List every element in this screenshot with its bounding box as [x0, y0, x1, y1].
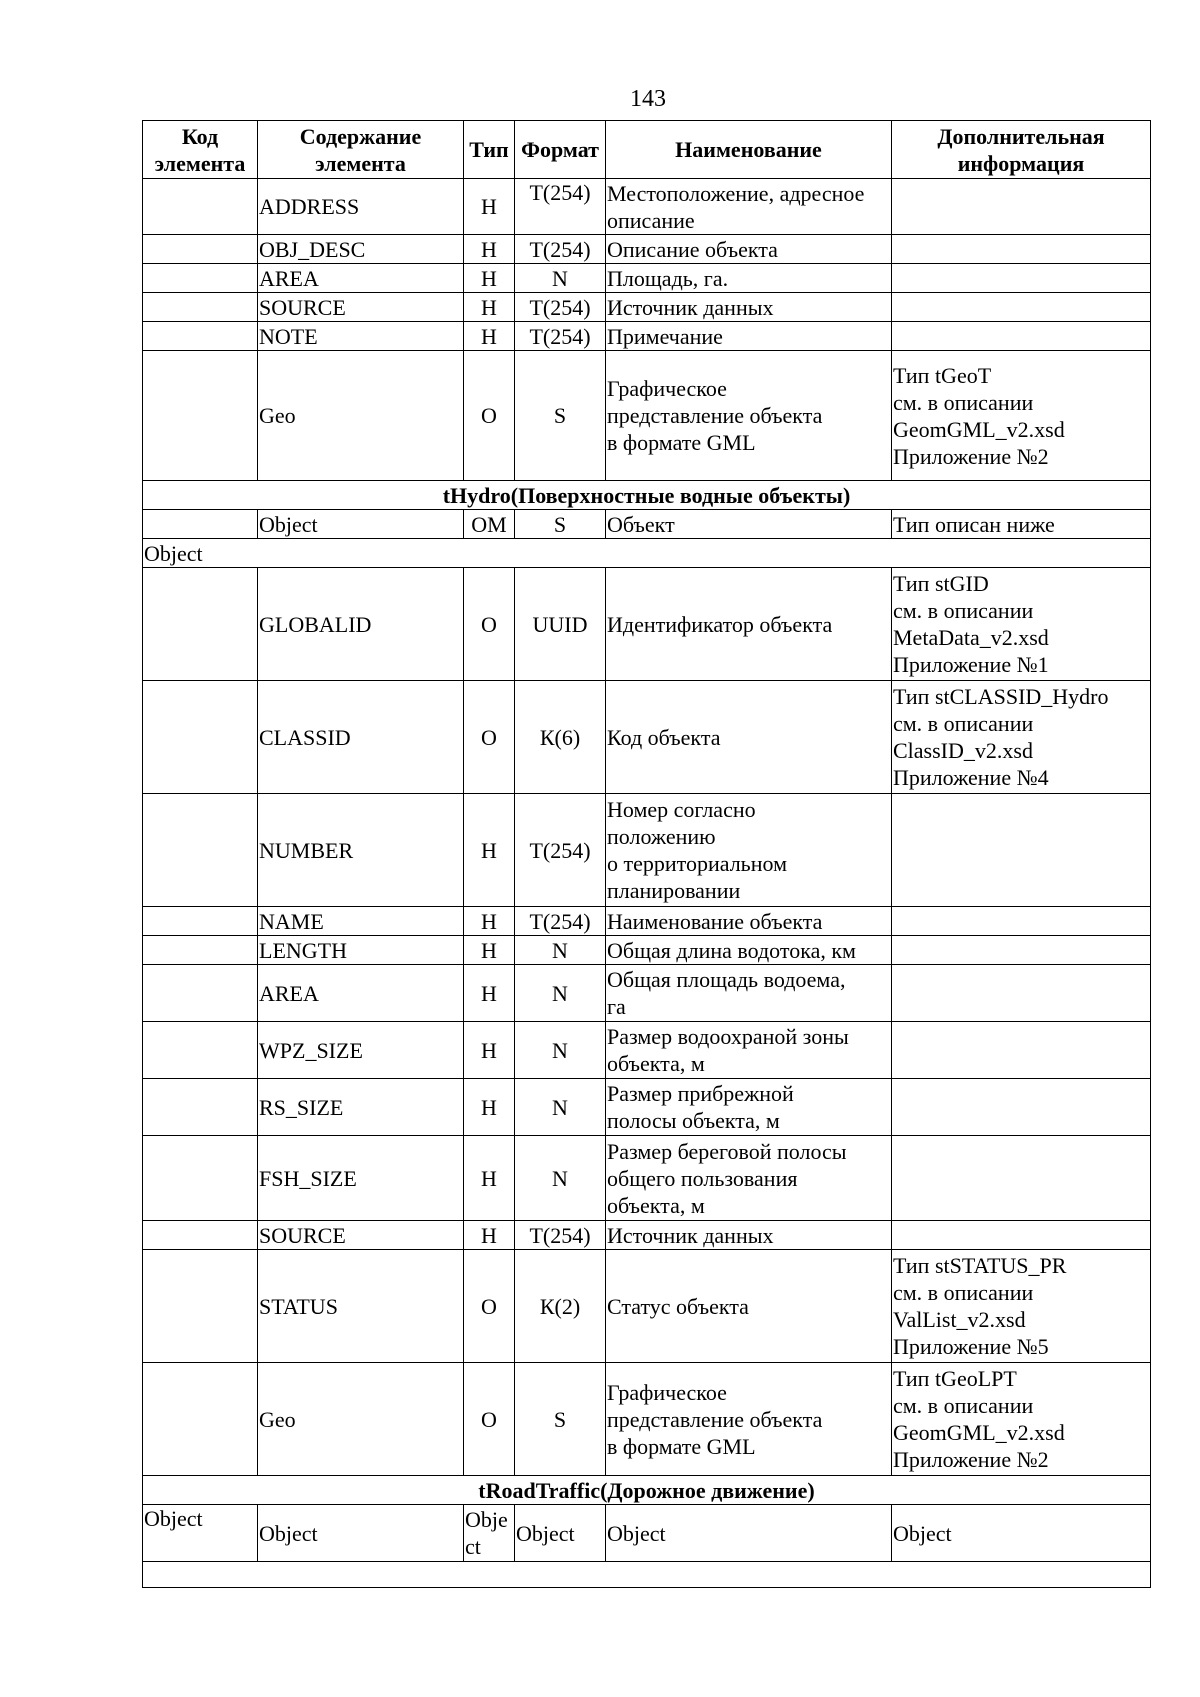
cell-line: Размер водоохраной зоны [607, 1024, 849, 1049]
cell-format: Т(254) [515, 235, 606, 264]
cell-line: планировании [607, 878, 741, 903]
header-type: Тип [464, 121, 515, 179]
section-row [143, 481, 1151, 510]
cell-line: представление объекта [607, 403, 823, 428]
cell-extra [892, 936, 1151, 965]
cell-type: Н [464, 322, 515, 351]
table-row [143, 510, 1151, 539]
cell-code [143, 1022, 258, 1079]
cell-line: полосы объекта, м [607, 1108, 780, 1133]
cell-format: N [515, 936, 606, 965]
cell-line: Приложение №5 [893, 1334, 1049, 1359]
cell-content: CLASSID [258, 681, 464, 794]
cell-extra [892, 1363, 1151, 1476]
cell-line: Тип tGeoT [893, 362, 992, 388]
table-row [143, 1363, 1151, 1476]
cell-extra: Тип описан ниже [892, 510, 1151, 539]
cell-content: SOURCE [258, 293, 464, 322]
cell-type: Н [464, 907, 515, 936]
cell-format: N [515, 1022, 606, 1079]
cell-content: RS_SIZE [258, 1079, 464, 1136]
cell-type: О [464, 1363, 515, 1476]
table-row [143, 1136, 1151, 1221]
table-row [143, 794, 1151, 907]
cell-line: Приложение №1 [893, 652, 1049, 677]
cell-line: Приложение №2 [893, 443, 1049, 469]
cell-content: OBJ_DESC [258, 235, 464, 264]
cell-name [606, 351, 892, 481]
cell-line: объекта, м [607, 1192, 705, 1218]
cell-line: Приложение №4 [893, 765, 1049, 790]
cell-content: AREA [258, 965, 464, 1022]
header-code: Код элемента [143, 121, 258, 179]
cell-format: К(6) [515, 681, 606, 794]
cell-code [143, 936, 258, 965]
cell-format: N [515, 965, 606, 1022]
cell-type: Н [464, 965, 515, 1022]
cell-line: Графическое [607, 1379, 727, 1405]
header-format: Формат [515, 121, 606, 179]
cell-type: О [464, 568, 515, 681]
cell-type: О [464, 681, 515, 794]
cell-name [606, 1136, 892, 1221]
section-row [143, 1476, 1151, 1505]
cell-content: AREA [258, 264, 464, 293]
cell-name: Код объекта [606, 681, 892, 794]
cell-content: Object [258, 1505, 464, 1562]
cell-content: NUMBER [258, 794, 464, 907]
cell-line: ClassID_v2.xsd [893, 738, 1033, 763]
cell-type: Н [464, 794, 515, 907]
cell-code [143, 293, 258, 322]
cell-code [143, 1221, 258, 1250]
cell-content: SOURCE [258, 1221, 464, 1250]
cell-code [143, 568, 258, 681]
cell-name: Объект [606, 510, 892, 539]
cell-line: ValList_v2.xsd [893, 1307, 1026, 1332]
cell-line: объекта, м [607, 1051, 705, 1076]
cell-type: Н [464, 235, 515, 264]
cell-line: см. в описании [893, 711, 1034, 736]
table-row [143, 568, 1151, 681]
cell-name: Примечание [606, 322, 892, 351]
cell-format: N [515, 1079, 606, 1136]
cell-format: К(2) [515, 1250, 606, 1363]
cell-content: ADDRESS [258, 179, 464, 235]
cell-format: N [515, 1136, 606, 1221]
cell-content: WPZ_SIZE [258, 1022, 464, 1079]
table-row [143, 681, 1151, 794]
cell-name: Идентификатор объекта [606, 568, 892, 681]
cell-content: NOTE [258, 322, 464, 351]
cell-extra [892, 351, 1151, 481]
table-row [143, 907, 1151, 936]
table-row [143, 936, 1151, 965]
cell-extra: Object [892, 1505, 1151, 1562]
cell-type: О [464, 1250, 515, 1363]
cell-line: MetaData_v2.xsd [893, 625, 1049, 650]
section-title-road: tRoadTraffic(Дорожное движение) [143, 1476, 1151, 1505]
cell-line: см. в описании [893, 1393, 1034, 1418]
cell-name [606, 1022, 892, 1079]
spec-table [142, 120, 1151, 1588]
cell-content: FSH_SIZE [258, 1136, 464, 1221]
cell-type: Н [464, 1136, 515, 1221]
cell-code [143, 907, 258, 936]
cell-code [143, 322, 258, 351]
section-title-hydro: tHydro(Поверхностные водные объекты) [143, 481, 1151, 510]
cell-format: Т(254) [515, 293, 606, 322]
cell-extra [892, 1022, 1151, 1079]
cell-line: Размер береговой полосы [607, 1138, 847, 1164]
cell-line: Приложение №2 [893, 1447, 1049, 1472]
cell-line: Номер согласно [607, 797, 756, 822]
cell-content: LENGTH [258, 936, 464, 965]
table-row [143, 1221, 1151, 1250]
cell-line: общего пользования [607, 1165, 798, 1191]
cell-format: Т(254) [515, 907, 606, 936]
cell-code [143, 351, 258, 481]
cell-line: в формате GML [607, 430, 756, 455]
header-content: Содержание элемента [258, 121, 464, 179]
empty-cell [143, 1562, 1151, 1588]
cell-name: Площадь, га. [606, 264, 892, 293]
cell-name: Общая длина водотока, км [606, 936, 892, 965]
cell-code [143, 1250, 258, 1363]
cell-extra [892, 293, 1151, 322]
cell-format: Object [515, 1505, 606, 1562]
cell-line: в формате GML [607, 1433, 756, 1459]
cell-line: Тип tGeoLPT [893, 1366, 1017, 1391]
cell-name: Object [606, 1505, 892, 1562]
cell-extra [892, 794, 1151, 907]
cell-line: положению [607, 824, 716, 849]
cell-extra [892, 907, 1151, 936]
cell-code [143, 965, 258, 1022]
cell-type: Н [464, 293, 515, 322]
cell-code: Object [143, 1505, 258, 1562]
cell-line: Тип stGID [893, 571, 989, 596]
cell-line: см. в описании [893, 389, 1034, 415]
cell-type: Н [464, 1079, 515, 1136]
table-row [143, 1250, 1151, 1363]
cell-code [143, 179, 258, 235]
cell-name [606, 1363, 892, 1476]
cell-extra [892, 1136, 1151, 1221]
cell-line: см. в описании [893, 1280, 1034, 1305]
table-row [143, 235, 1151, 264]
table-row [143, 322, 1151, 351]
cell-name [606, 794, 892, 907]
cell-type: Н [464, 1022, 515, 1079]
header-extra: Дополнительная информация [892, 121, 1151, 179]
cell-type: ОМ [464, 510, 515, 539]
cell-name [606, 1079, 892, 1136]
cell-line: см. в описании [893, 598, 1034, 623]
cell-extra [892, 1221, 1151, 1250]
cell-name: Наименование объекта [606, 907, 892, 936]
cell-content: STATUS [258, 1250, 464, 1363]
cell-extra [892, 681, 1151, 794]
table-row [143, 1079, 1151, 1136]
cell-code [143, 794, 258, 907]
subsection-row [143, 539, 1151, 568]
cell-line: о территориальном [607, 851, 787, 876]
cell-type: Obje ct [464, 1505, 515, 1562]
cell-extra [892, 235, 1151, 264]
cell-code [143, 681, 258, 794]
cell-line: GeomGML_v2.xsd [893, 1420, 1065, 1445]
cell-name: Статус объекта [606, 1250, 892, 1363]
cell-extra [892, 568, 1151, 681]
object-label: Object [143, 539, 1151, 568]
cell-line: Графическое [607, 376, 727, 401]
cell-code [143, 235, 258, 264]
cell-type: О [464, 351, 515, 481]
cell-extra [892, 264, 1151, 293]
cell-type: Н [464, 179, 515, 235]
header-name: Наименование [606, 121, 892, 179]
cell-extra [892, 1250, 1151, 1363]
cell-code [143, 264, 258, 293]
page-number: 143 [630, 86, 666, 112]
cell-extra [892, 322, 1151, 351]
cell-extra [892, 965, 1151, 1022]
cell-content: GLOBALID [258, 568, 464, 681]
cell-name [606, 965, 892, 1022]
table-row [143, 179, 1151, 235]
cell-format: Т(254) [515, 179, 606, 235]
cell-name: Источник данных [606, 293, 892, 322]
table-row [143, 264, 1151, 293]
cell-line: Общая площадь водоема, [607, 967, 846, 992]
cell-format: N [515, 264, 606, 293]
cell-type: Н [464, 264, 515, 293]
cell-format: S [515, 351, 606, 481]
cell-content: Geo [258, 1363, 464, 1476]
table-row [143, 1505, 1151, 1562]
cell-content: Object [258, 510, 464, 539]
cell-line: Тип stCLASSID_Hydro [893, 684, 1109, 709]
cell-format: Т(254) [515, 794, 606, 907]
empty-row [143, 1562, 1151, 1588]
table-row [143, 1022, 1151, 1079]
table-row [143, 351, 1151, 481]
cell-line: га [607, 994, 626, 1019]
cell-line: Тип stSTATUS_PR [893, 1253, 1067, 1278]
cell-format: UUID [515, 568, 606, 681]
cell-line: Размер прибрежной [607, 1081, 794, 1106]
cell-type: Н [464, 1221, 515, 1250]
cell-name: Описание объекта [606, 235, 892, 264]
cell-format: Т(254) [515, 322, 606, 351]
cell-name: Источник данных [606, 1221, 892, 1250]
cell-code [143, 1363, 258, 1476]
table-row [143, 965, 1151, 1022]
cell-name: Местоположение, адресное описание [606, 179, 892, 235]
cell-extra [892, 1079, 1151, 1136]
cell-line: GeomGML_v2.xsd [893, 416, 1065, 442]
cell-content: Geo [258, 351, 464, 481]
cell-line: представление объекта [607, 1406, 823, 1432]
cell-code [143, 1136, 258, 1221]
cell-type: Н [464, 936, 515, 965]
cell-extra [892, 179, 1151, 235]
table-row [143, 293, 1151, 322]
cell-format: S [515, 510, 606, 539]
cell-code [143, 1079, 258, 1136]
cell-format: Т(254) [515, 1221, 606, 1250]
cell-format: S [515, 1363, 606, 1476]
cell-code [143, 510, 258, 539]
cell-content: NAME [258, 907, 464, 936]
header-row [143, 121, 1151, 179]
